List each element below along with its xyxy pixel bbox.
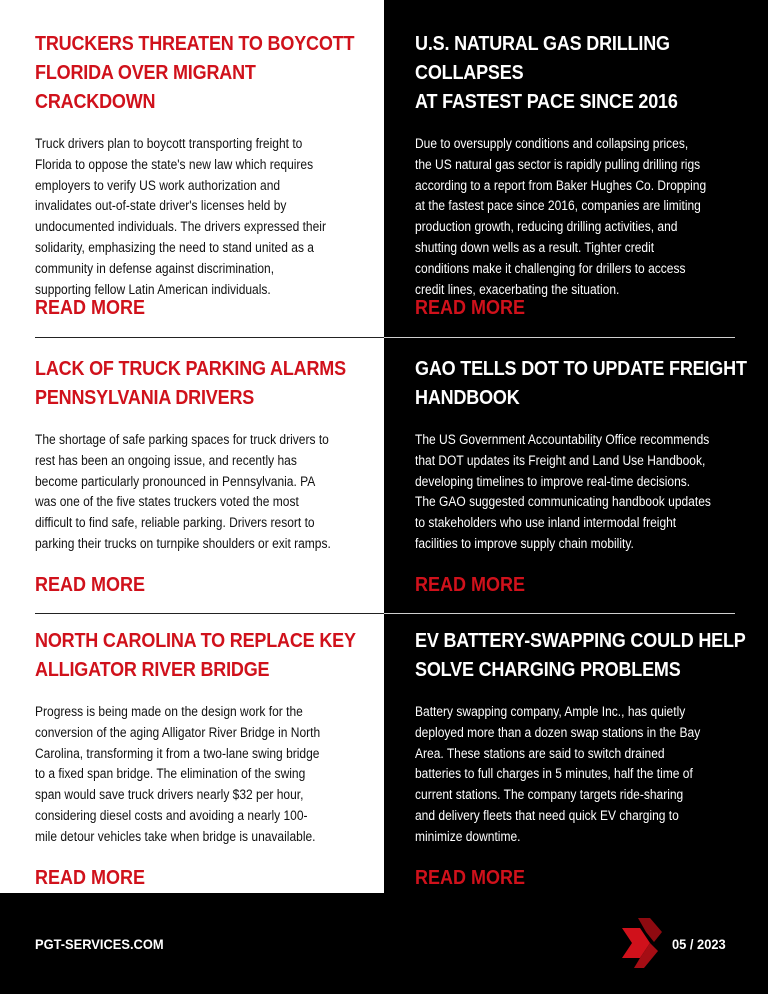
body-line: employers to verify US work authorization and	[35, 177, 281, 193]
headline-line: TRUCKERS THREATEN TO BOYCOTT	[35, 33, 355, 55]
article-body	[35, 134, 368, 300]
read-more-link[interactable]: READ MORE	[415, 867, 526, 889]
headline-line: LACK OF TRUCK PARKING ALARMS	[35, 358, 346, 380]
body-line: to stakeholders who use inland intermodal freight	[415, 515, 677, 531]
article-headline	[415, 627, 748, 685]
article-natural-gas-drilling	[415, 30, 768, 300]
article-headline	[415, 30, 748, 117]
body-line: Area. These stations are said to switch drained	[415, 745, 665, 761]
article-headline	[35, 355, 368, 413]
body-line: conversion of the aging Alligator River Bridge in North	[35, 724, 321, 740]
body-line: Progress is being made on the design work for the	[35, 704, 303, 719]
article-body	[415, 430, 735, 555]
body-line: at the fastest pace since 2016, companies are limiting	[415, 198, 701, 214]
body-line: production growth, reducing drilling activities, and	[415, 219, 678, 235]
body-line: deployed more than a dozen swap stations in the Bay	[415, 724, 701, 740]
body-line: Carolina, transforming it from a two-lane swing bridge	[35, 745, 320, 761]
body-line: credit lines, exacerbating the situation.	[415, 281, 620, 297]
body-line: Due to oversupply conditions and collapsing prices,	[415, 136, 689, 151]
body-line: shutting down wells as a result. Tighter credit	[415, 239, 655, 255]
read-more-link[interactable]: READ MORE	[415, 297, 526, 319]
article-headline	[415, 355, 748, 413]
body-line: mile detour vehicles take when bridge is unavailable.	[35, 828, 316, 844]
divider-left-2	[35, 613, 384, 614]
article-gao-dot-handbook	[415, 355, 768, 555]
article-headline	[35, 30, 368, 117]
body-line: Battery swapping company, Ample Inc., has quietly	[415, 704, 686, 719]
divider-left-1	[35, 337, 384, 338]
headline-line: U.S. NATURAL GAS DRILLING COLLAPSES	[415, 33, 670, 84]
article-headline	[35, 627, 368, 685]
body-line: batteries to full charges in 5 minutes, half the time of	[415, 766, 693, 782]
body-line: The US Government Accountability Office recommends	[415, 432, 710, 447]
body-line: invalidates out-of-state driver's licenses held by	[35, 198, 287, 214]
body-line: considering diesel costs and avoiding a nearly 100-	[35, 807, 308, 823]
article-truckers-boycott	[35, 30, 409, 300]
body-line: facilities to improve supply chain mobility.	[415, 535, 634, 551]
body-line: conditions make it challenging for drillers to access	[415, 260, 686, 276]
body-line: difficult to find safe, reliable parking. Drivers resort to	[35, 515, 315, 531]
body-line: minimize downtime.	[415, 828, 521, 844]
article-body	[415, 702, 735, 848]
headline-line: SOLVE CHARGING PROBLEMS	[415, 659, 681, 681]
body-line: community in defense against discrimination,	[35, 260, 275, 276]
read-more-link[interactable]: READ MORE	[35, 867, 146, 889]
body-line: that DOT updates its Freight and Land Use Handbook,	[415, 452, 706, 468]
headline-line: FLORIDA OVER MIGRANT CRACKDOWN	[35, 62, 256, 113]
body-line: current stations. The company targets ride-sharing	[415, 787, 684, 803]
body-line: become particularly pronounced in Pennsylvania. PA	[35, 473, 316, 489]
body-line: The GAO suggested communicating handbook updates	[415, 494, 711, 510]
headline-line: GAO TELLS DOT TO UPDATE FREIGHT	[415, 358, 747, 380]
headline-line: NORTH CAROLINA TO REPLACE KEY	[35, 630, 356, 652]
article-alligator-river-bridge	[35, 627, 409, 848]
body-line: The shortage of safe parking spaces for truck drivers to	[35, 432, 329, 447]
body-line: Florida to oppose the state's new law which requires	[35, 156, 314, 172]
body-line: solidarity, emphasizing the need to stand united as a	[35, 239, 314, 255]
body-line: according to a report from Baker Hughes Co. Dropping	[415, 177, 707, 193]
body-line: was one of the five states truckers voted the most	[35, 494, 299, 510]
article-body	[35, 702, 368, 848]
body-line: parking their trucks on turnpike shoulders or exit ramps.	[35, 535, 331, 551]
body-line: rest has been an ongoing issue, and recently has	[35, 452, 297, 468]
headline-line: ALLIGATOR RIVER BRIDGE	[35, 659, 270, 681]
divider-right-1	[384, 337, 735, 338]
body-line: the US natural gas sector is rapidly pulling drilling rigs	[415, 156, 701, 172]
read-more-link[interactable]: READ MORE	[415, 574, 526, 596]
divider-right-2	[384, 613, 735, 614]
body-line: and delivery fleets that need quick EV charging to	[415, 807, 679, 823]
headline-line: EV BATTERY-SWAPPING COULD HELP	[415, 630, 746, 652]
read-more-link[interactable]: READ MORE	[35, 574, 146, 596]
article-ev-battery-swapping	[415, 627, 768, 848]
headline-line: HANDBOOK	[415, 387, 520, 409]
pgt-logo-icon	[620, 918, 664, 968]
article-truck-parking	[35, 355, 409, 555]
body-line: undocumented individuals. The drivers expressed their	[35, 219, 326, 235]
read-more-link[interactable]: READ MORE	[35, 297, 146, 319]
issue-date: 05 / 2023	[672, 936, 726, 952]
body-line: developing timelines to improve real-time decisions.	[415, 473, 691, 489]
body-line: to a fixed span bridge. The elimination of the swing	[35, 766, 306, 782]
body-line: Truck drivers plan to boycott transporting freight to	[35, 136, 303, 151]
body-line: supporting fellow Latin American individuals.	[35, 281, 271, 297]
article-body	[415, 134, 735, 300]
headline-line: PENNSYLVANIA DRIVERS	[35, 387, 255, 409]
body-line: span would save truck drivers nearly $32 per hour,	[35, 787, 304, 803]
article-body	[35, 430, 368, 555]
headline-line: AT FASTEST PACE SINCE 2016	[415, 91, 678, 113]
website-link[interactable]: PGT-SERVICES.COM	[35, 936, 164, 952]
